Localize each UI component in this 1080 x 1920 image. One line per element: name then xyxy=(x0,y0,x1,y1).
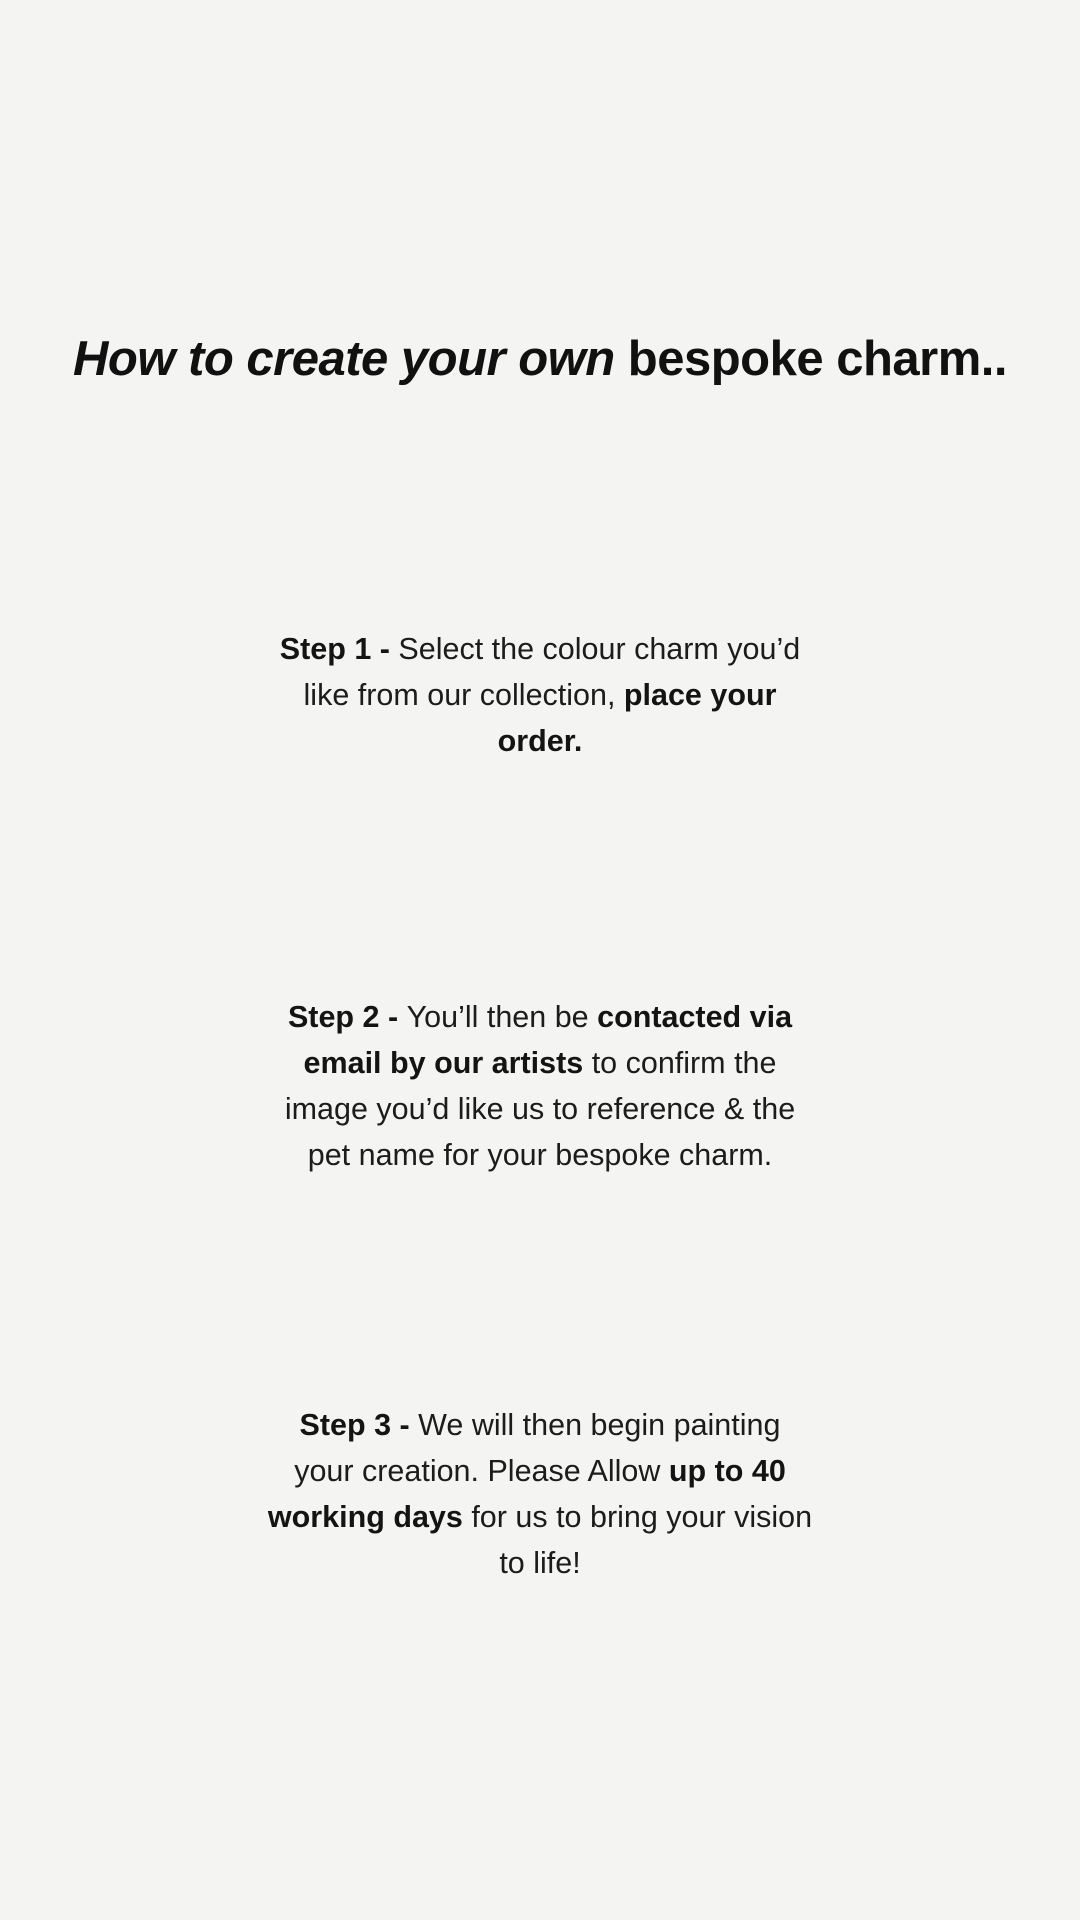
step-1-segment: Step 1 - xyxy=(279,632,399,666)
step-2-line-1 xyxy=(160,994,920,1040)
step-2-line-3 xyxy=(160,1086,920,1132)
step-1-line-1 xyxy=(160,626,920,672)
step-3-line-3 xyxy=(160,1494,920,1540)
step-3-segment: to life! xyxy=(499,1546,581,1580)
heading-regular-part: bespoke charm.. xyxy=(627,332,1008,386)
steps-list xyxy=(0,626,1080,1586)
step-2 xyxy=(160,994,920,1178)
step-1-segment: Select the colour charm you’d xyxy=(398,632,801,666)
heading-italic-part: How to create your own xyxy=(72,332,628,386)
step-3-line-1 xyxy=(160,1402,920,1448)
step-3-segment: your creation. Please Allow xyxy=(294,1454,669,1488)
step-3-segment: We will then begin painting xyxy=(418,1408,781,1442)
step-3-segment: working days xyxy=(267,1500,463,1534)
step-2-segment: Step 2 - xyxy=(287,1000,407,1034)
step-2-segment: to confirm the xyxy=(583,1046,777,1080)
step-3-segment: Step 3 - xyxy=(299,1408,419,1442)
step-2-line-2 xyxy=(160,1040,920,1086)
step-1-segment: like from our collection, xyxy=(303,678,624,712)
step-1-segment: place your xyxy=(623,678,777,712)
step-2-segment: contacted via xyxy=(597,1000,793,1034)
step-1-line-2 xyxy=(160,672,920,718)
step-3-line-4 xyxy=(160,1540,920,1586)
step-2-segment: image you’d like us to reference & the xyxy=(284,1092,796,1126)
step-1-line-3 xyxy=(160,718,920,764)
step-2-segment: You’ll then be xyxy=(406,1000,598,1034)
step-3-segment: for us to bring your vision xyxy=(462,1500,813,1534)
step-3-line-2 xyxy=(160,1448,920,1494)
step-2-segment: email by our artists xyxy=(303,1046,584,1080)
step-1 xyxy=(160,626,920,764)
step-3-segment: up to 40 xyxy=(668,1454,786,1488)
step-1-segment: order. xyxy=(497,724,583,758)
step-3 xyxy=(160,1402,920,1586)
step-2-line-4 xyxy=(160,1132,920,1178)
step-2-segment: pet name for your bespoke charm. xyxy=(307,1138,773,1172)
section-heading xyxy=(0,0,1080,388)
